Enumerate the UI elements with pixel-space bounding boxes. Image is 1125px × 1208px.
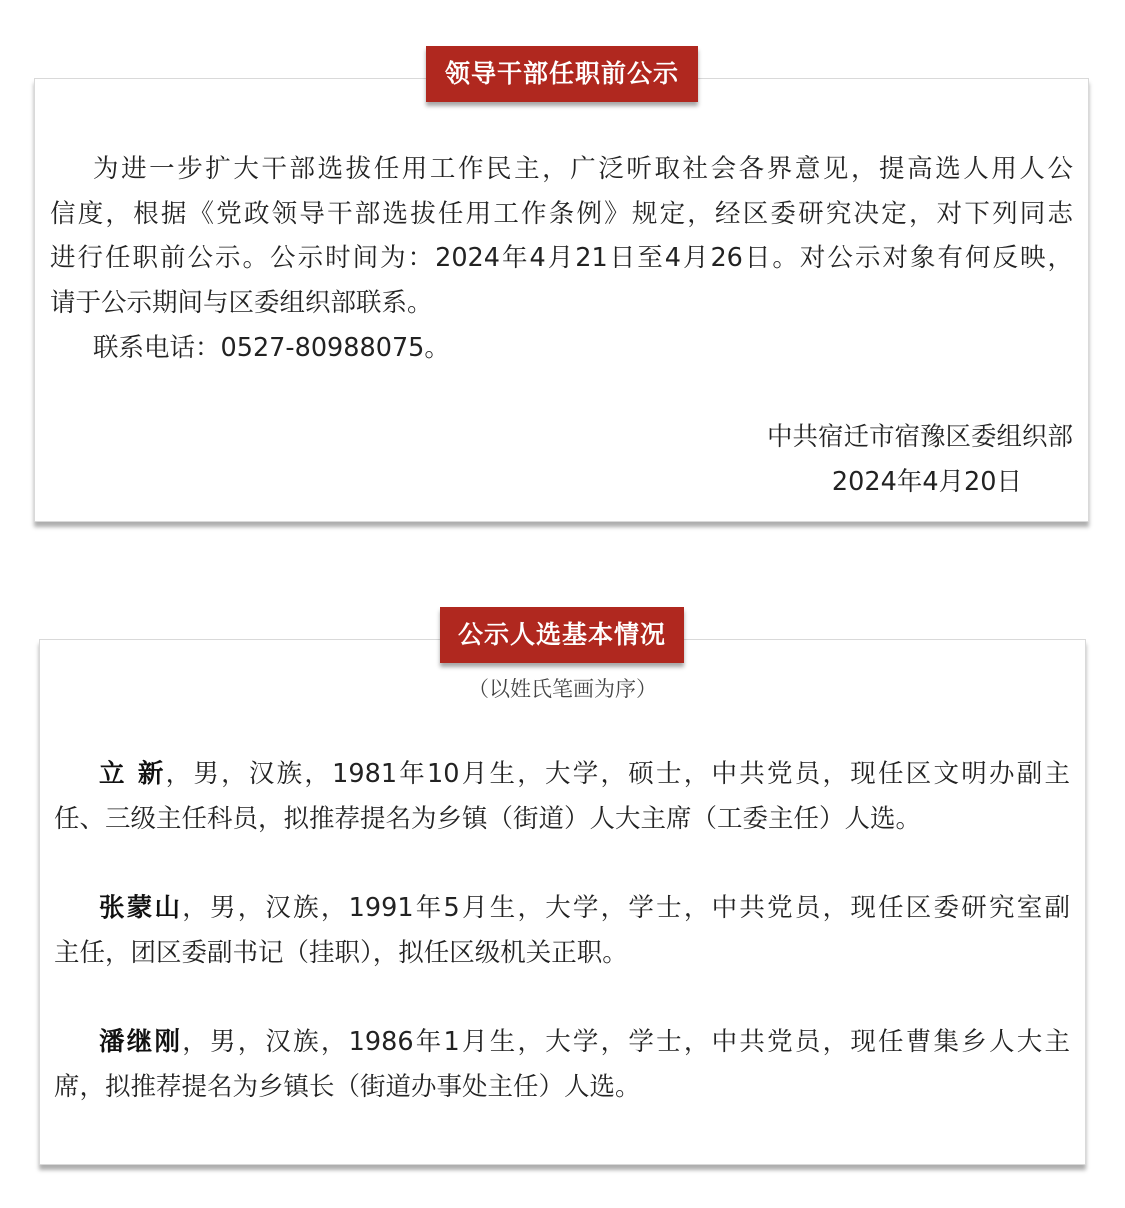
candidate-entry [54,752,1070,842]
candidates-title: 公示人选基本情况 [440,607,684,663]
candidate-line-1 [54,886,1070,931]
candidate-details: ，男，汉族，1991年5月生，大学，学士，中共党员，现任区委研究室副 [182,893,1070,923]
candidate-name: 潘继刚 [99,1027,183,1057]
candidate-line-2: 席，拟推荐提名为乡镇长（街道办事处主任）人选。 [54,1072,641,1102]
candidate-entry [54,886,1070,976]
notice-body-line: 进行任职前公示。公示时间为：2024年4月21日至4月26日。对公示对象有何反映， [50,243,1073,273]
candidate-line-1 [54,1020,1070,1065]
notice-body-line: 信度，根据《党政领导干部选拔任用工作条例》规定，经区委研究决定，对下列同志 [50,198,1073,229]
notice-body-line: 请于公示期间与区委组织部联系。 [50,287,433,318]
candidates-subtitle: （以姓氏笔画为序） [468,677,657,701]
candidate-line-2: 任、三级主任科员，拟推荐提名为乡镇（街道）人大主席（工委主任）人选。 [54,804,922,834]
notice-title: 领导干部任职前公示 [426,46,698,102]
notice-body [50,147,1073,325]
candidate-name: 张蒙山 [99,893,183,923]
signature-organization: 中共宿迁市宿豫区委组织部 [766,422,1073,452]
candidate-details: ，男，汉族，1986年1月生，大学，学士，中共党员，现任曹集乡人大主 [182,1027,1070,1057]
candidate-name: 立 新 [99,759,166,789]
candidate-details: ，男，汉族，1981年10月生，大学，硕士，中共党员，现任区文明办副主 [165,759,1070,789]
signature-date: 2024年4月20日 [831,467,1022,497]
candidate-line-2: 主任，团区委副书记（挂职），拟任区级机关正职。 [54,938,628,968]
candidate-line-1 [54,752,1070,797]
notice-body-line: 为进一步扩大干部选拔任用工作民主，广泛听取社会各界意见，提高选人用人公 [93,154,1073,184]
candidate-entry [54,1020,1070,1110]
contact-phone: 联系电话：0527-80988075。 [93,333,450,363]
